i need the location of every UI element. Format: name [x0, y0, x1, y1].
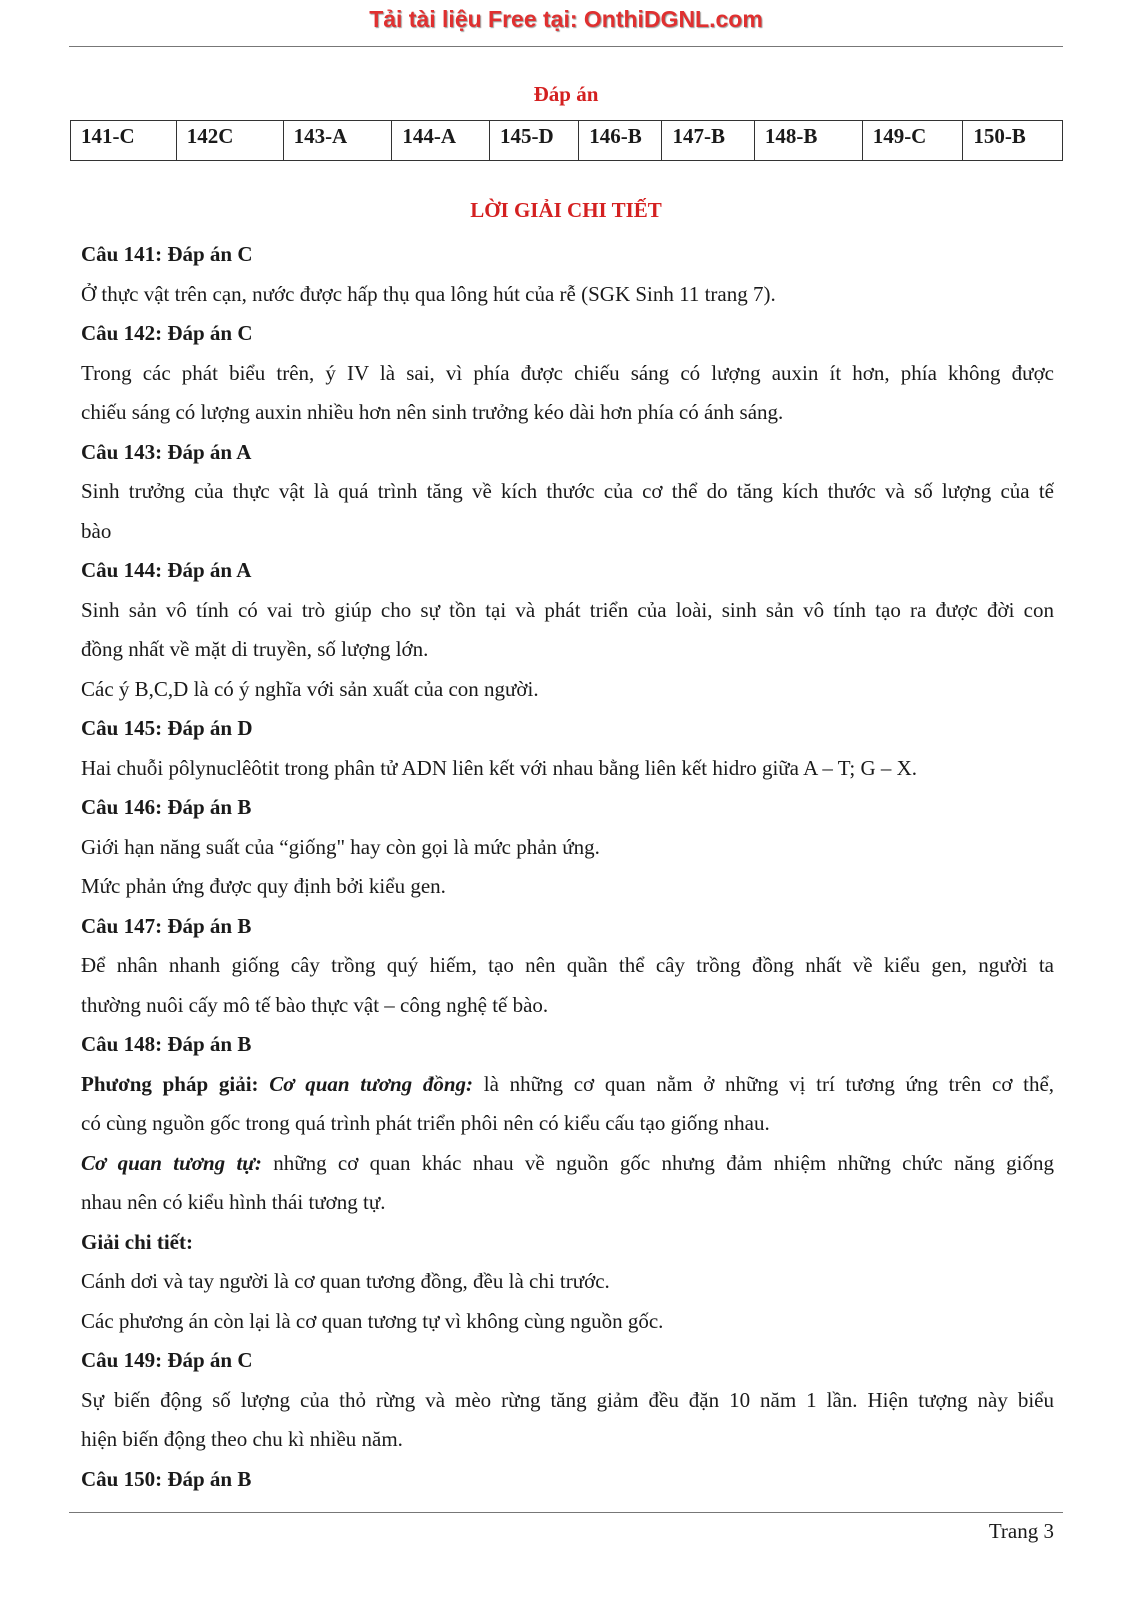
solution-text: Cánh dơi và tay người là cơ quan tương đồng, đều là chi trước. — [81, 1269, 610, 1293]
method-label: Phương pháp giải: — [81, 1071, 259, 1096]
solution-text: đồng nhất về mặt di truyền, số lượng lớn. — [81, 637, 429, 661]
detail-label: Giải chi tiết: — [81, 1229, 193, 1254]
answer-cell: 150-B — [963, 121, 1063, 161]
question-heading: Câu 144: Đáp án A — [81, 558, 252, 582]
solution-method-line — [81, 1065, 1054, 1105]
answer-key-table — [70, 120, 1063, 161]
answer-cell: 148-B — [754, 121, 862, 161]
solution-text: có cùng nguồn gốc trong quá trình phát triển phôi nên có kiểu cấu tạo giống nhau. — [81, 1111, 770, 1135]
answer-cell: 142C — [176, 121, 283, 161]
solution-text: hiện biến động theo chu kì nhiều năm. — [81, 1427, 403, 1451]
solution-text: Các phương án còn lại là cơ quan tương tự vì không cùng nguồn gốc. — [81, 1308, 664, 1333]
solution-text: Trong các phát biểu trên, ý IV là sai, vì phía được chiếu sáng có lượng auxin ít hơn, phía không được — [81, 360, 1054, 385]
solutions-title: LỜI GIẢI CHI TIẾT — [470, 198, 662, 222]
solution-text: thường nuôi cấy mô tế bào thực vật – công nghệ tế bào. — [81, 992, 549, 1017]
solution-text: Sinh trưởng của thực vật là quá trình tăng về kích thước của cơ thể do tăng kích thước và số lượng của tế — [81, 479, 1054, 503]
solution-analog-line — [81, 1144, 1054, 1184]
answer-cell: 149-C — [862, 121, 963, 161]
site-header-banner[interactable]: Tải tài liệu Free tại: OnthiDGNL.com — [369, 6, 763, 32]
solution-text: Giới hạn năng suất của “giống" hay còn gọi là mức phản ứng. — [81, 834, 600, 859]
homolog-term: Cơ quan tương đồng: — [269, 1071, 474, 1096]
answer-cell: 144-A — [392, 121, 490, 161]
solution-text: Ở thực vật trên cạn, nước được hấp thụ qua lông hút của rễ (SGK Sinh 11 trang 7). — [81, 281, 776, 306]
question-heading: Câu 149: Đáp án C — [81, 1348, 253, 1372]
question-heading: Câu 150: Đáp án B — [81, 1466, 252, 1491]
solution-text: Các ý B,C,D là có ý nghĩa với sản xuất của con người. — [81, 676, 539, 701]
question-heading: Câu 145: Đáp án D — [81, 716, 253, 740]
question-heading: Câu 141: Đáp án C — [81, 242, 253, 266]
question-heading: Câu 143: Đáp án A — [81, 439, 252, 464]
analog-definition: những cơ quan khác nhau về nguồn gốc nhưng đảm nhiệm những chức năng giống — [273, 1150, 1054, 1175]
solution-text: nhau nên có kiểu hình thái tương tự. — [81, 1190, 386, 1214]
answer-cell: 146-B — [579, 121, 662, 161]
solutions-body — [81, 235, 1054, 1499]
footer-divider — [69, 1512, 1063, 1513]
page-number: Trang 3 — [988, 1519, 1054, 1543]
answer-cell: 143-A — [283, 121, 392, 161]
answer-cell: 147-B — [662, 121, 754, 161]
homolog-definition: là những cơ quan nằm ở những vị trí tương ứng trên cơ thể, — [483, 1071, 1054, 1096]
question-heading: Câu 142: Đáp án C — [81, 321, 253, 345]
answer-key-title: Đáp án — [533, 82, 599, 106]
solution-text: bào — [81, 518, 112, 543]
question-heading: Câu 148: Đáp án B — [81, 1032, 252, 1056]
question-heading: Câu 147: Đáp án B — [81, 913, 252, 938]
analog-term: Cơ quan tương tự: — [81, 1150, 262, 1175]
solution-text: Sự biến động số lượng của thỏ rừng và mèo rừng tăng giảm đều đặn 10 năm 1 lần. Hiện tượng này biểu — [81, 1387, 1054, 1412]
solution-text: Sinh sản vô tính có vai trò giúp cho sự tồn tại và phát triển của loài, sinh sản vô tính tạo ra được đời con — [81, 597, 1054, 622]
solution-text: Để nhân nhanh giống cây trồng quý hiếm, tạo nên quần thể cây trồng đồng nhất về kiểu gen, người ta — [81, 953, 1054, 977]
answer-cell: 145-D — [489, 121, 578, 161]
solution-text: Mức phản ứng được quy định bởi kiểu gen. — [81, 874, 446, 898]
question-heading: Câu 146: Đáp án B — [81, 795, 252, 819]
header-divider — [69, 46, 1063, 47]
solution-text: chiếu sáng có lượng auxin nhiều hơn nên sinh trưởng kéo dài hơn phía có ánh sáng. — [81, 400, 784, 424]
solution-text: Hai chuỗi pôlynuclêôtit trong phân tử ADN liên kết với nhau bằng liên kết hidro giữa A – T; G – X. — [81, 755, 918, 780]
answer-cell: 141-C — [71, 121, 177, 161]
